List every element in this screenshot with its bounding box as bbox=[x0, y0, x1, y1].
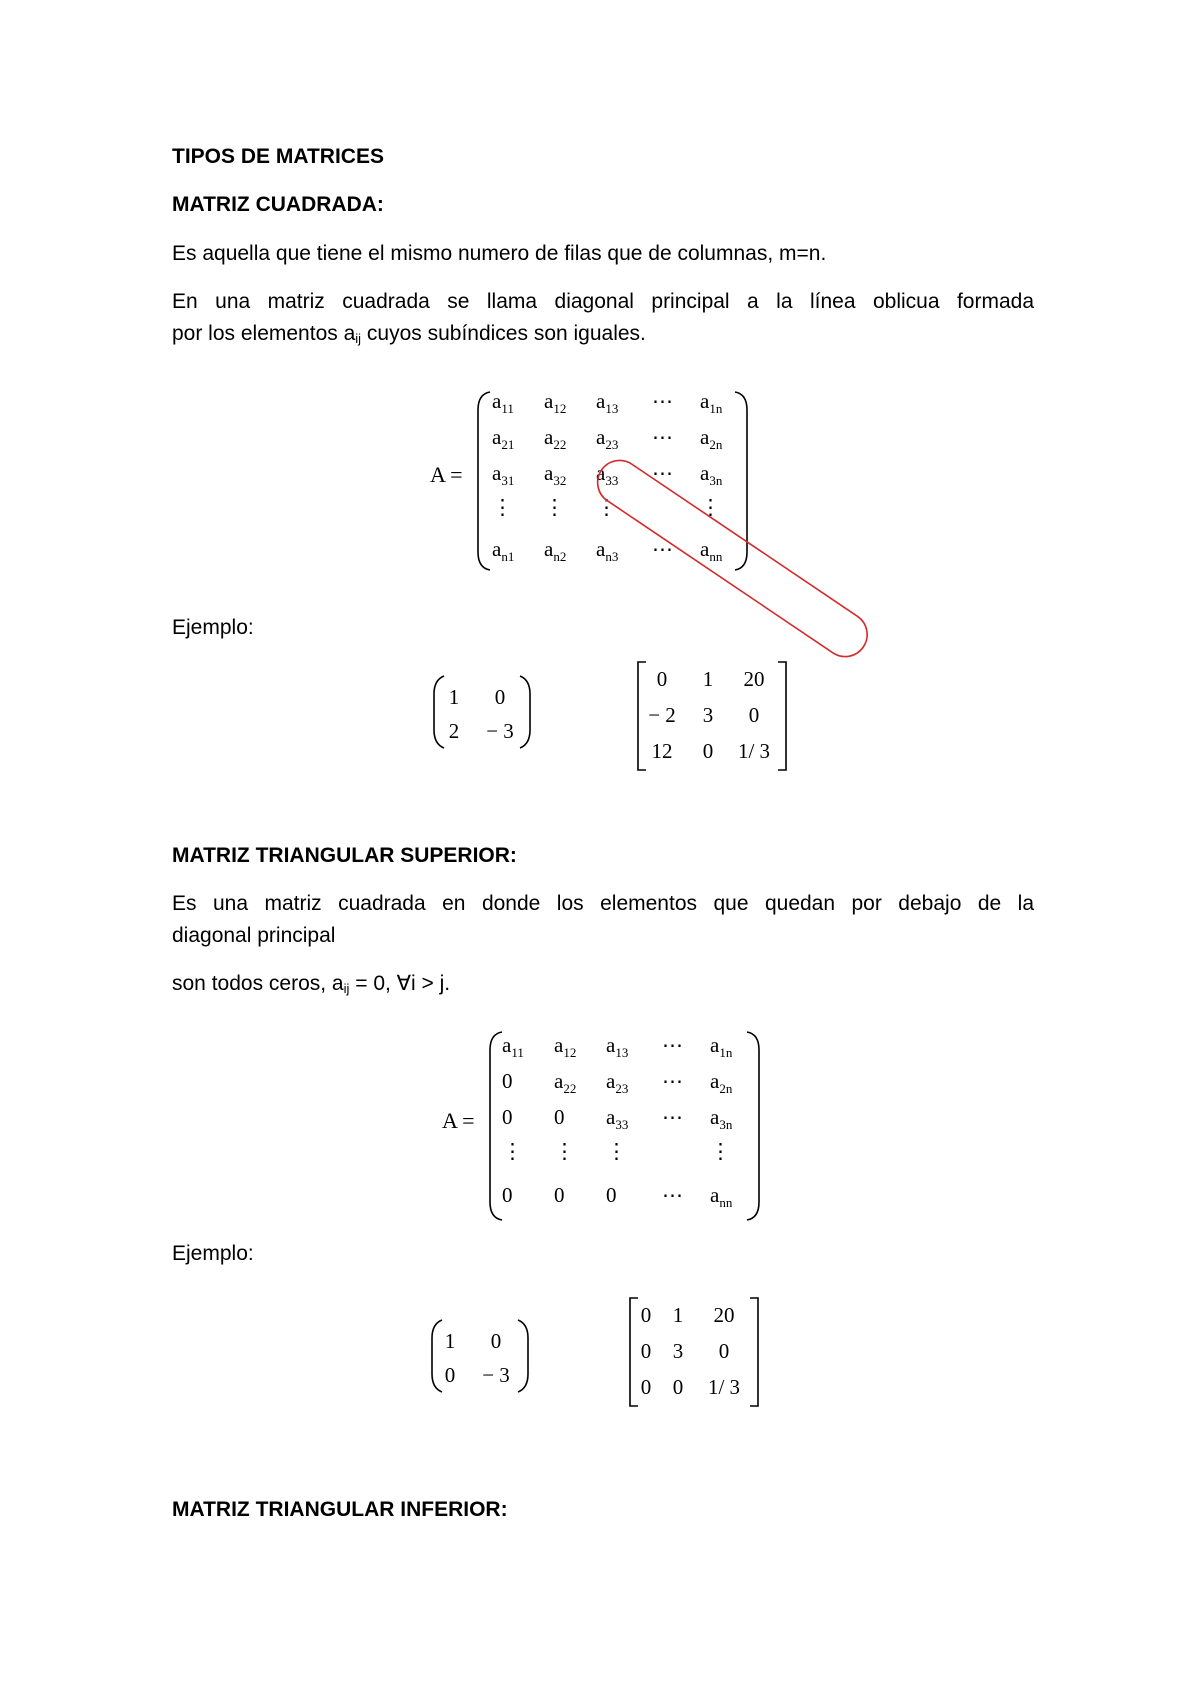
paragraph-superior-zeros bbox=[172, 968, 450, 1005]
example-matrix-2x2-a bbox=[432, 672, 532, 752]
matrix-entry: 0 bbox=[554, 1183, 565, 1207]
right-paren bbox=[747, 1032, 759, 1220]
left-paren bbox=[490, 1032, 502, 1220]
matrix-entry: ⋮ bbox=[596, 495, 617, 519]
text-fragment: son todos ceros, a bbox=[172, 972, 344, 995]
matrix-entry: ⋮ bbox=[606, 1139, 627, 1163]
matrix-entry: 3 bbox=[702, 703, 714, 727]
matrix-entry: $a_{3n}$ bbox=[710, 1105, 733, 1132]
example-matrix-3x3-a bbox=[636, 660, 788, 772]
example-matrix-2x2-b bbox=[430, 1316, 530, 1396]
matrix-entry: $a_{n1}$ bbox=[492, 537, 515, 564]
matrix-entry: $a_{nn}$ bbox=[700, 537, 723, 564]
matrix-entry: $a_{13}$ bbox=[596, 389, 619, 416]
matrix-entry: $a_{31}$ bbox=[492, 461, 515, 488]
matrix-entry: ⋮ bbox=[700, 495, 721, 519]
matrix-entry: $a_{2n}$ bbox=[700, 425, 723, 452]
matrix-entry: − 2 bbox=[648, 703, 676, 727]
diagonal-highlight-oval bbox=[589, 452, 876, 665]
paragraph-diagonal-line2 bbox=[172, 318, 646, 355]
matrix-entry: ⋮ bbox=[554, 1139, 575, 1163]
matrix-entry: $a_{13}$ bbox=[606, 1033, 629, 1060]
example-matrix-3x3-b bbox=[628, 1296, 760, 1408]
matrix-entry: $a_{22}$ bbox=[554, 1069, 577, 1096]
matrix-entry: ⋯ bbox=[662, 1183, 683, 1207]
left-bracket bbox=[638, 662, 646, 770]
matrix-entry: 0 bbox=[748, 703, 760, 727]
matrix-entry: 0 bbox=[606, 1183, 617, 1207]
formula-upper-triangular-matrix bbox=[442, 1022, 772, 1232]
matrix-entry: 0 bbox=[554, 1105, 565, 1129]
heading-triangular-inferior: MATRIZ TRIANGULAR INFERIOR: bbox=[172, 1498, 508, 1521]
matrix-entry: $a_{1n}$ bbox=[710, 1033, 733, 1060]
example-label-2: Ejemplo: bbox=[172, 1242, 254, 1265]
text-fragment: por los elementos a bbox=[172, 322, 356, 345]
text-fragment: cuyos subíndices son iguales. bbox=[361, 322, 646, 345]
matrix-entry: 1 bbox=[672, 1303, 684, 1327]
matrix-entry: ⋯ bbox=[662, 1069, 683, 1093]
matrix-entry: 0 bbox=[490, 1329, 502, 1353]
matrix-entry: $a_{nn}$ bbox=[710, 1183, 733, 1210]
matrix-entry: 1 bbox=[444, 1329, 456, 1353]
matrix-entry: $a_{22}$ bbox=[544, 425, 567, 452]
right-bracket bbox=[750, 1298, 758, 1406]
example-label-1: Ejemplo: bbox=[172, 616, 254, 639]
matrix-entry: ⋮ bbox=[502, 1139, 523, 1163]
matrix-entry: 0 bbox=[502, 1183, 513, 1207]
matrix-entry: $a_{12}$ bbox=[544, 389, 567, 416]
matrix-entry: 1/ 3 bbox=[707, 1375, 741, 1399]
matrix-entry: ⋮ bbox=[544, 495, 565, 519]
matrix-entry: ⋮ bbox=[492, 495, 513, 519]
matrix-entry: 0 bbox=[640, 1375, 652, 1399]
matrix-entry: 0 bbox=[494, 685, 506, 709]
matrix-entry: 0 bbox=[702, 739, 714, 763]
matrix-entry: 0 bbox=[640, 1339, 652, 1363]
matrix-entry: 0 bbox=[502, 1105, 513, 1129]
matrix-entry: $a_{11}$ bbox=[492, 389, 514, 416]
subscript: ij bbox=[355, 331, 362, 346]
matrix-entry: $a_{32}$ bbox=[544, 461, 567, 488]
matrix-entry: $a_{n2}$ bbox=[544, 537, 567, 564]
paragraph-definition-cuadrada: Es aquella que tiene el mismo numero de filas que de columnas, m=n. bbox=[172, 242, 827, 265]
matrix-entry: ⋯ bbox=[662, 1033, 683, 1057]
matrix-entry: 0 bbox=[502, 1069, 513, 1093]
matrix-entry: 20 bbox=[743, 667, 765, 691]
right-paren bbox=[518, 1320, 528, 1392]
matrix-entry: ⋯ bbox=[662, 1105, 683, 1129]
matrix-entry: ⋯ bbox=[652, 537, 673, 561]
matrix-entry: $a_{1n}$ bbox=[700, 389, 723, 416]
matrix-entry: 0 bbox=[656, 667, 668, 691]
paragraph-diagonal-line1: En una matriz cuadrada se llama diagonal principal a la línea oblicua formada bbox=[172, 290, 1034, 313]
matrix-entry: ⋯ bbox=[652, 389, 673, 413]
matrix-entry: 0 bbox=[444, 1363, 456, 1387]
paragraph-superior-line1: Es una matriz cuadrada en donde los elementos que quedan por debajo de la bbox=[172, 892, 1034, 915]
matrix-entry: 1 bbox=[448, 685, 460, 709]
left-paren bbox=[432, 1320, 442, 1392]
matrix-entry: $a_{n3}$ bbox=[596, 537, 619, 564]
matrix-entry: $a_{33}$ bbox=[606, 1105, 629, 1132]
matrix-entry: 0 bbox=[672, 1375, 684, 1399]
matrix-entry: ⋯ bbox=[652, 461, 673, 485]
heading-triangular-superior: MATRIZ TRIANGULAR SUPERIOR: bbox=[172, 844, 517, 867]
matrix-entry: 0 bbox=[718, 1339, 730, 1363]
matrix-entry: $a_{33}$ bbox=[596, 461, 619, 488]
document-title: TIPOS DE MATRICES bbox=[172, 145, 384, 168]
matrix-entry: $a_{12}$ bbox=[554, 1033, 577, 1060]
matrix-entry: 0 bbox=[640, 1303, 652, 1327]
right-paren bbox=[735, 392, 747, 570]
formula-lhs: A = bbox=[442, 1108, 475, 1133]
heading-matriz-cuadrada: MATRIZ CUADRADA: bbox=[172, 193, 384, 216]
matrix-entry: ⋯ bbox=[652, 425, 673, 449]
subscript: ij bbox=[343, 981, 350, 996]
matrix-entry: $a_{21}$ bbox=[492, 425, 515, 452]
matrix-entry: 12 bbox=[651, 739, 673, 763]
matrix-entry: $a_{11}$ bbox=[502, 1033, 524, 1060]
formula-lhs: A = bbox=[430, 462, 463, 487]
matrix-entry: 1/ 3 bbox=[737, 739, 771, 763]
matrix-entry: $a_{2n}$ bbox=[710, 1069, 733, 1096]
paragraph-superior-line2: diagonal principal bbox=[172, 924, 336, 947]
matrix-entry: − 3 bbox=[486, 719, 514, 743]
text-fragment: = 0, ∀i > j. bbox=[349, 972, 451, 995]
right-paren bbox=[520, 676, 530, 748]
left-bracket bbox=[630, 1298, 638, 1406]
matrix-entry: 2 bbox=[448, 719, 460, 743]
left-paren bbox=[478, 392, 490, 570]
matrix-entry: 1 bbox=[702, 667, 714, 691]
matrix-entry: $a_{23}$ bbox=[606, 1069, 629, 1096]
matrix-entry: 3 bbox=[672, 1339, 684, 1363]
right-bracket bbox=[778, 662, 786, 770]
formula-general-square-matrix bbox=[430, 380, 760, 590]
left-paren bbox=[434, 676, 444, 748]
matrix-entry: $a_{3n}$ bbox=[700, 461, 723, 488]
matrix-entry: 20 bbox=[713, 1303, 735, 1327]
matrix-entry: $a_{23}$ bbox=[596, 425, 619, 452]
matrix-entry: − 3 bbox=[482, 1363, 510, 1387]
matrix-entry: ⋮ bbox=[710, 1139, 731, 1163]
